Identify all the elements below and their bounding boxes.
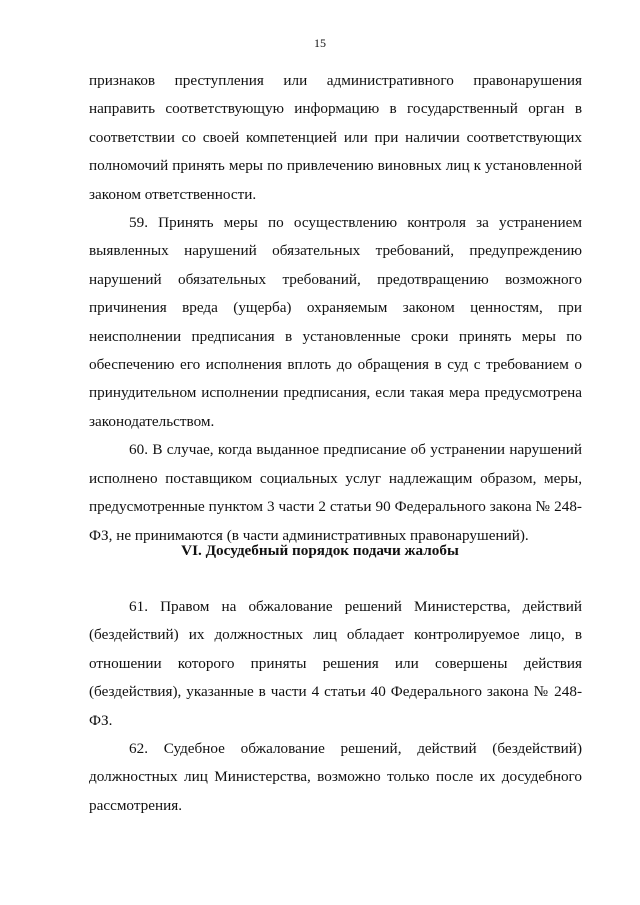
section-heading: VI. Досудебный порядок подачи жалобы xyxy=(181,542,459,559)
paragraph-61: 61. Правом на обжалование решений Министерства, действий (бездействий) их должностных лиц обладает контролируемое лицо, в отношении которого приняты решения или совершены действия (бездействия), указанные в части 4 статьи 40 Федерального закона № 248-ФЗ. xyxy=(89,598,582,729)
text-block-bottom xyxy=(89,593,582,820)
paragraph-60: 60. В случае, когда выданное предписание об устранении нарушений исполнено поставщиком социальных услуг надлежащим образом, меры, предусмотренные пунктом 3 части 2 статьи 90 Федерального закона № 248-ФЗ, не принимаются (в части административных правонарушений). xyxy=(89,441,582,544)
paragraph-62: 62. Судебное обжалование решений, действий (бездействий) должностных лиц Министерства, возможно только после их досудебного рассмотрения. xyxy=(89,740,582,814)
page-number: 15 xyxy=(314,36,326,50)
paragraph-59: 59. Принять меры по осуществлению контроля за устранением выявленных нарушений обязательных требований, предупреждению нарушений обязательных требований, предотвращению возможного причинения вреда (ущерба) охраняемым законом ценностям, при неисполнении предписания в установленные сроки принять меры по обеспечению его исполнения вплоть до обращения в суд с требованием о принудительном исполнении предписания, если такая мера предусмотрена законодательством. xyxy=(89,214,582,430)
text-block-top xyxy=(89,67,582,550)
paragraph-continuation: признаков преступления или административного правонарушения направить соответствующую информацию в государственный орган в соответствии со своей компетенцией или при наличии соответствующих полномочий принять меры по привлечению виновных лиц к установленной законом ответственности. xyxy=(89,72,582,203)
